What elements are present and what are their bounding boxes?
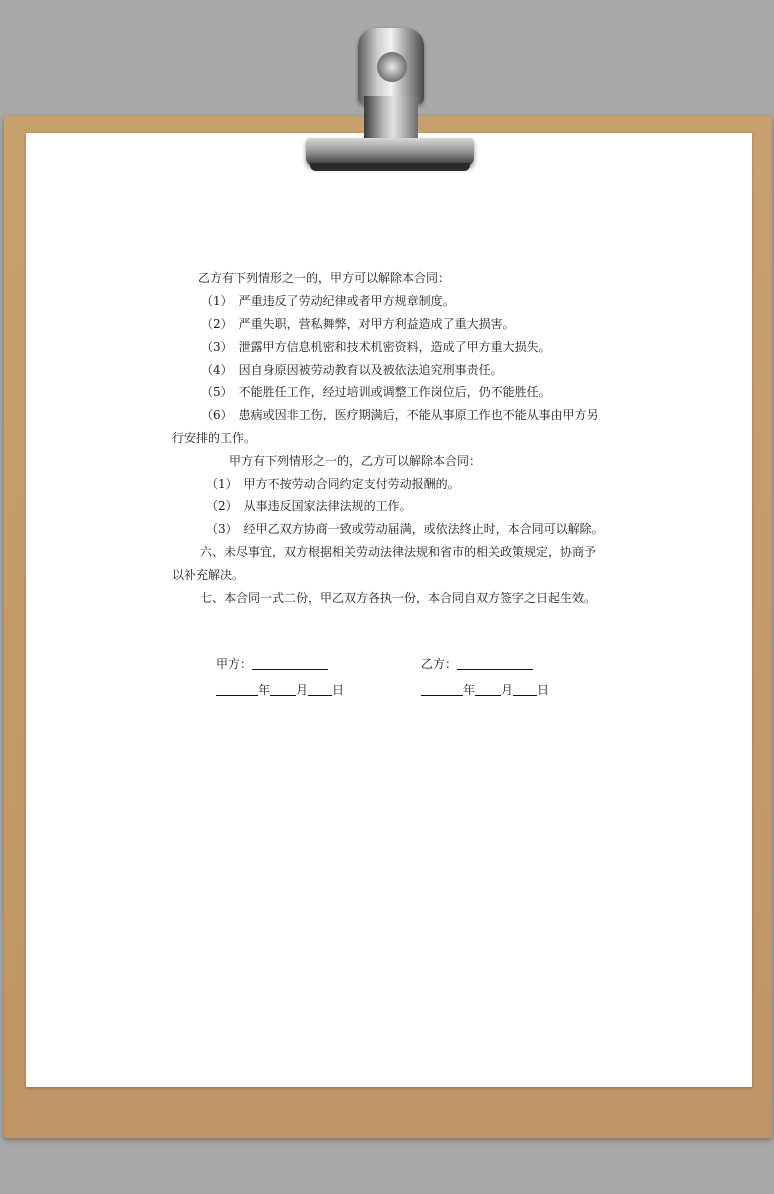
text-line: 六、未尽事宜，双方根据相关劳动法律法规和省市的相关政策规定，协商予 xyxy=(200,545,597,559)
year-label: 年 xyxy=(258,683,271,697)
text-line: 行安排的工作。 xyxy=(172,431,257,445)
party-b-blank xyxy=(457,657,533,670)
party-a-label: 甲方： xyxy=(216,657,253,671)
party-a-signature xyxy=(216,656,328,672)
day-label: 日 xyxy=(332,683,345,697)
text-line: （5） 不能胜任工作，经过培训或调整工作岗位后，仍不能胜任。 xyxy=(201,385,551,399)
text-line: 乙方有下列情形之一的，甲方可以解除本合同： xyxy=(198,271,451,285)
day-label: 日 xyxy=(537,683,550,697)
text-line: 以补充解决。 xyxy=(172,568,245,582)
text-line: （1） 甲方不按劳动合同约定支付劳动报酬的。 xyxy=(206,477,460,491)
month-label: 月 xyxy=(296,683,309,697)
text-line: （2） 从事违反国家法律法规的工作。 xyxy=(206,499,412,513)
text-line: 甲方有下列情形之一的，乙方可以解除本合同： xyxy=(229,454,482,468)
month-label: 月 xyxy=(501,683,514,697)
text-line: （1） 严重违反了劳动纪律或者甲方规章制度。 xyxy=(201,294,455,308)
text-line: （4） 因自身原因被劳动教育以及被依法追究刑事责任。 xyxy=(201,363,503,377)
text-line: 七、本合同一式二份，甲乙双方各执一份，本合同自双方签字之日起生效。 xyxy=(200,591,597,605)
party-b-date xyxy=(421,682,549,698)
party-a-blank xyxy=(252,657,328,670)
party-b-signature xyxy=(421,656,533,672)
text-line: （3） 泄露甲方信息机密和技术机密资料，造成了甲方重大损失。 xyxy=(201,340,551,354)
party-a-date xyxy=(216,682,344,698)
text-line: （2） 严重失职，营私舞弊，对甲方利益造成了重大损害。 xyxy=(201,317,515,331)
text-line: （6） 患病或因非工伤，医疗期满后，不能从事原工作也不能从事由甲方另 xyxy=(201,408,599,422)
year-label: 年 xyxy=(463,683,476,697)
text-line: （3） 经甲乙双方协商一致或劳动届满，或依法终止时，本合同可以解除。 xyxy=(206,522,604,536)
party-b-label: 乙方： xyxy=(421,657,458,671)
